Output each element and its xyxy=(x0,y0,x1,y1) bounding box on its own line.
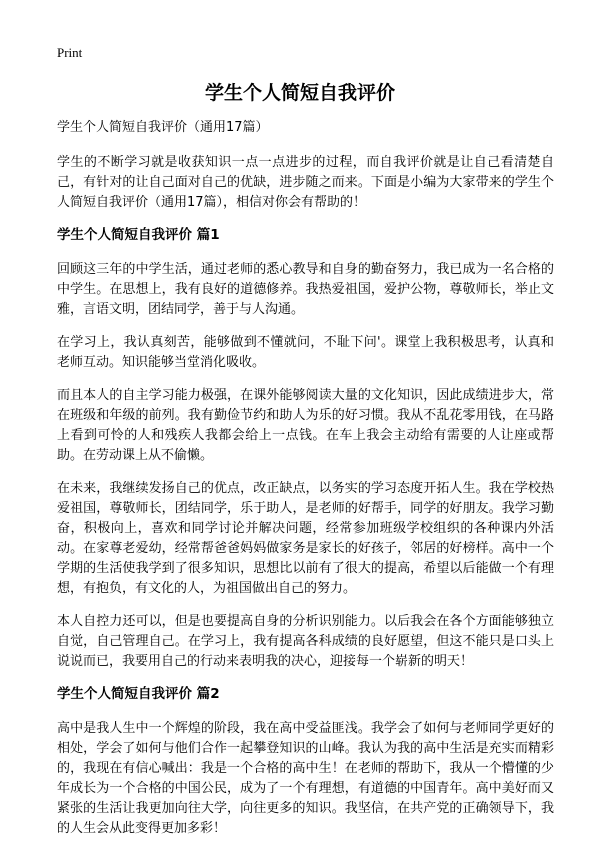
article-body xyxy=(57,119,554,852)
section-paragraph: 在未来，我继续发扬自己的优点，改正缺点，以务实的学习态度开拓人生。我在学校热爱祖国，尊敬师长，团结同学，乐于助人，是老师的好帮手，同学的好朋友。我学习勤奋，积极向上，喜欢和同学讨论并解决问题，经常参加班级学校组织的各种课内外活动。在家尊老爱幼，经常帮爸爸妈妈做家务是家长的好孩子，邻居的好榜样。高中一个学期的生活使我学到了很多知识，思想比以前有了很大的提高，希望以后能做一个有理想，有抱负，有文化的人，为祖国做出自己的努力。 xyxy=(57,481,554,596)
print-link[interactable]: Print xyxy=(57,45,83,60)
section-paragraph: 本人自控力还可以，但是也要提高自身的分析识别能力。以后我会在各个方面能够独立自觉，自己管理自己。在学习上，我有提高各科成绩的良好愿望，但这不能只是口头上说说而已，我要用自己的行动来表明我的决心，迎接每一个崭新的明天！ xyxy=(57,614,554,669)
page-title: 学生个人简短自我评价 xyxy=(204,82,395,104)
section-paragraph: 而且本人的自主学习能力极强，在课外能够阅读大量的文化知识，因此成绩进步大，常在班级和年级的前列。我有勤俭节约和助人为乐的好习惯。我从不乱花零用钱，在马路上看到可怜的人和残疾人我都会给上一点钱。在车上我会主动给有需要的人让座或帮助。在劳动课上从不偷懒。 xyxy=(57,388,554,463)
section-paragraph: 在学习上，我认真刻苦，能够做到不懂就问，不耻下问'。课堂上我积极思考，认真和老师互动。知识能够当堂消化吸收。 xyxy=(57,335,554,370)
intro-paragraph: 学生的不断学习就是收获知识一点一点进步的过程，而自我评价就是让自己看清楚自己，有针对的让自己面对自己的优缺，进步随之而来。下面是小编为大家带来的学生个人简短自我评价（通用17篇），相信对你会有帮助的！ xyxy=(57,155,554,210)
section-heading: 学生个人简短自我评价 篇1 xyxy=(57,227,220,243)
section-paragraph: 回顾这三年的中学生活，通过老师的悉心教导和自身的勤奋努力，我已成为一名合格的中学生。在思想上，我有良好的道德修养。我热爱祖国，爱护公物，尊敬师长，举止文雅，言语文明，团结同学，善于与人沟通。 xyxy=(57,262,554,317)
article-subtitle: 学生个人简短自我评价（通用17篇） xyxy=(57,120,269,135)
section-paragraph: 高中是我人生中一个辉煌的阶段，我在高中受益匪浅。我学会了如何与老师同学更好的相处，学会了如何与他们合作一起攀登知识的山峰。我认为我的高中生活是充实而精彩的，我现在有信心喊出：我是一个合格的高中生！在老师的帮助下，我从一个懵懂的少年成长为一个合格的中国公民，成为了一个有理想，有道德的中国青年。高中美好而又紧张的生活让我更加向往大学，向往更多的知识。我坚信，在共产党的正确领导下，我的人生会从此变得更加多彩！ xyxy=(57,721,554,836)
section-heading: 学生个人简短自我评价 篇2 xyxy=(57,686,220,702)
